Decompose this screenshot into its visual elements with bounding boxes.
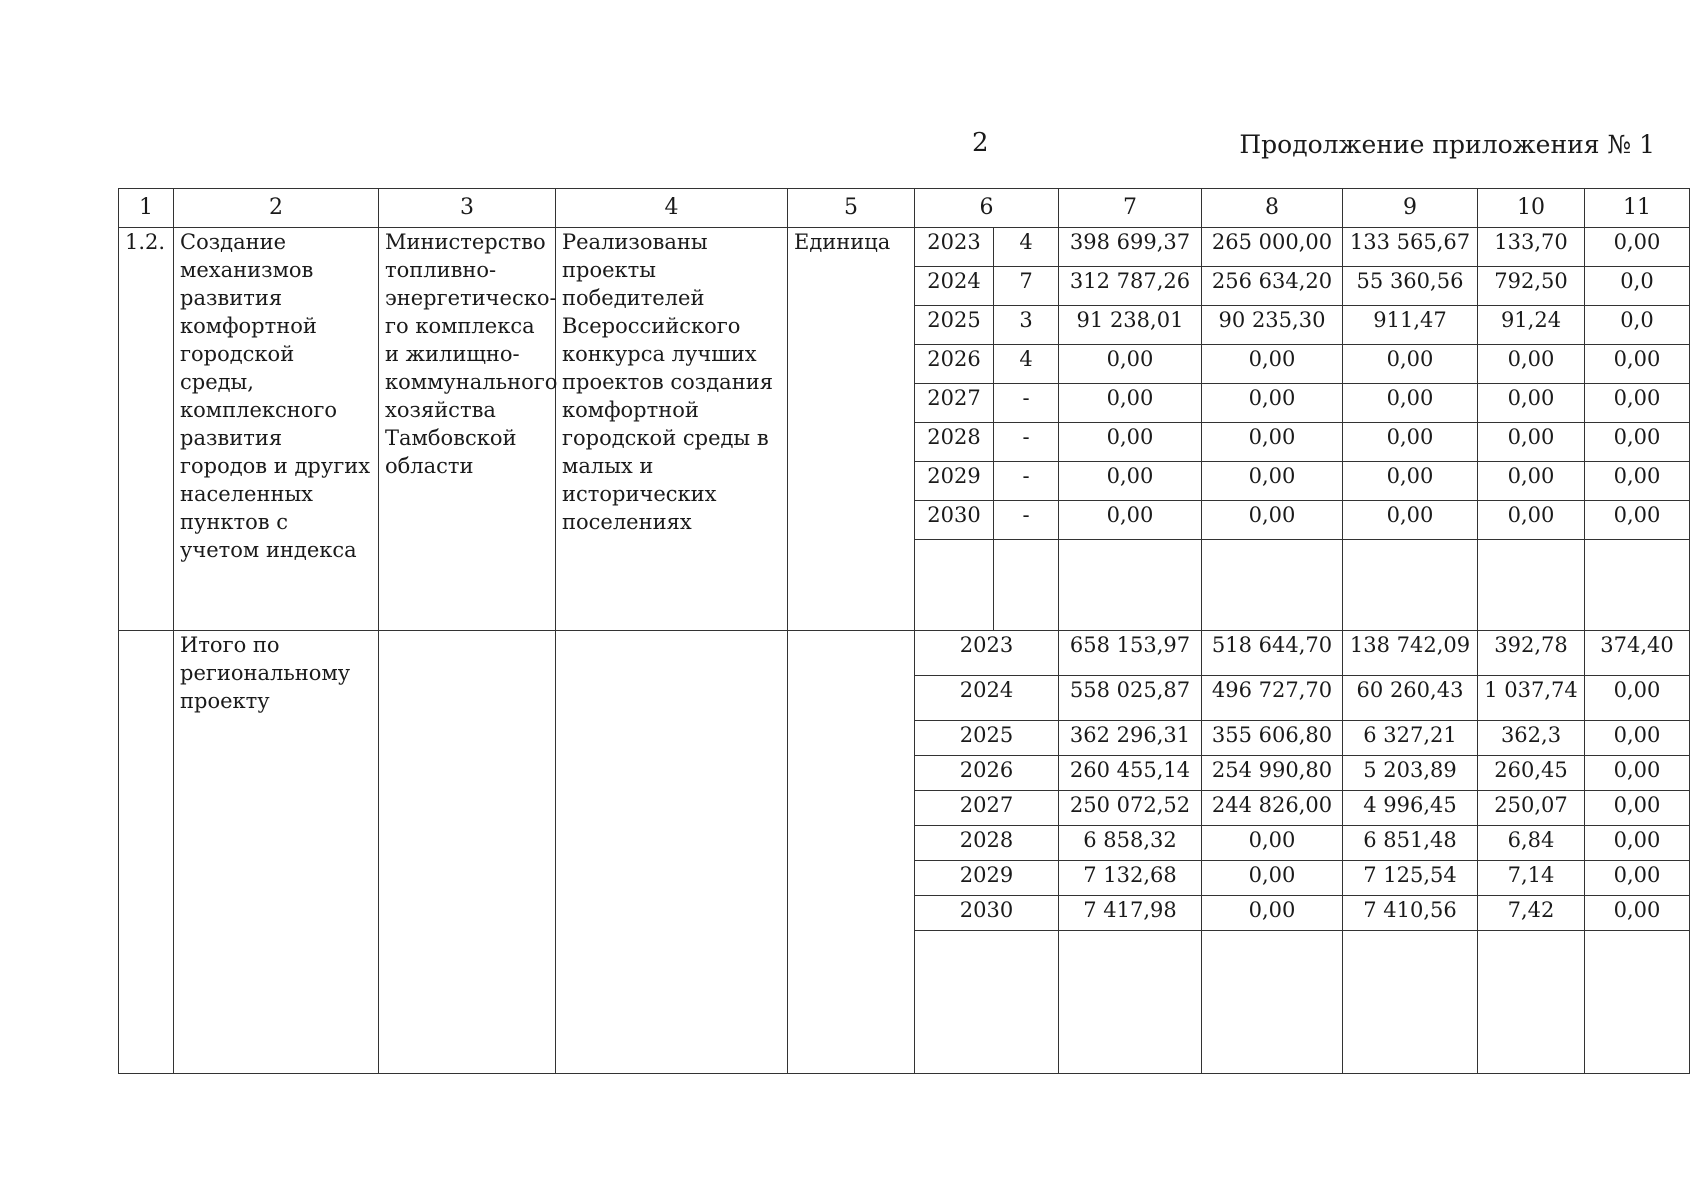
column-header: 11 (1585, 189, 1690, 228)
value-cell: 0,00 (1343, 462, 1478, 501)
value-cell: 362,3 (1478, 721, 1585, 756)
value-cell: 260,45 (1478, 756, 1585, 791)
total-row (119, 631, 1690, 676)
value-cell: 0,00 (1202, 501, 1343, 540)
count-cell: - (994, 462, 1059, 501)
value-cell: 0,0 (1585, 306, 1690, 345)
value-cell: 7,14 (1478, 861, 1585, 896)
column-header: 3 (379, 189, 556, 228)
value-cell: 0,00 (1585, 228, 1690, 267)
year-cell: 2024 (915, 676, 1059, 721)
column-header: 5 (788, 189, 915, 228)
value-cell: 7 125,54 (1343, 861, 1478, 896)
value-cell: 0,00 (1585, 423, 1690, 462)
value-cell: 256 634,20 (1202, 267, 1343, 306)
year-cell: 2030 (915, 501, 994, 540)
empty-cell (1343, 931, 1478, 1074)
value-cell: 55 360,56 (1343, 267, 1478, 306)
year-cell: 2027 (915, 384, 994, 423)
year-cell: 2024 (915, 267, 994, 306)
value-cell: 4 996,45 (1343, 791, 1478, 826)
value-cell: 0,00 (1343, 423, 1478, 462)
value-cell: 518 644,70 (1202, 631, 1343, 676)
value-cell: 374,40 (1585, 631, 1690, 676)
value-cell: 0,00 (1585, 345, 1690, 384)
count-cell: 4 (994, 345, 1059, 384)
column-header: 8 (1202, 189, 1343, 228)
empty-cell (1478, 931, 1585, 1074)
year-cell: 2026 (915, 345, 994, 384)
value-cell: 250,07 (1478, 791, 1585, 826)
value-cell: 0,00 (1585, 861, 1690, 896)
empty-cell (1478, 540, 1585, 631)
year-cell: 2029 (915, 462, 994, 501)
table-row (119, 228, 1690, 267)
value-cell: 7 132,68 (1059, 861, 1202, 896)
value-cell: 91 238,01 (1059, 306, 1202, 345)
value-cell: 0,00 (1202, 462, 1343, 501)
value-cell: 6 858,32 (1059, 826, 1202, 861)
year-cell: 2025 (915, 306, 994, 345)
value-cell: 60 260,43 (1343, 676, 1478, 721)
value-cell: 362 296,31 (1059, 721, 1202, 756)
item-unit: Единица (788, 228, 915, 631)
value-cell: 0,00 (1343, 345, 1478, 384)
empty-cell (915, 540, 994, 631)
value-cell: 0,00 (1585, 791, 1690, 826)
value-cell: 0,00 (1202, 826, 1343, 861)
value-cell: 244 826,00 (1202, 791, 1343, 826)
page-number: 2 (972, 128, 989, 158)
empty-cell (1202, 931, 1343, 1074)
appendix-continuation-note: Продолжение приложения № 1 (1239, 130, 1655, 159)
empty-cell (788, 631, 915, 1074)
value-cell: 0,00 (1478, 501, 1585, 540)
count-cell: 4 (994, 228, 1059, 267)
value-cell: 0,00 (1585, 826, 1690, 861)
value-cell: 0,00 (1202, 345, 1343, 384)
year-cell: 2028 (915, 423, 994, 462)
count-cell: - (994, 501, 1059, 540)
value-cell: 792,50 (1478, 267, 1585, 306)
item-result: Реализованы проекты победителей Всероссийского конкурса лучших проектов создания комфортной городской среды в малых и исторических поселениях (556, 228, 788, 631)
year-cell: 2026 (915, 756, 1059, 791)
empty-cell (556, 631, 788, 1074)
value-cell: 91,24 (1478, 306, 1585, 345)
value-cell: 558 025,87 (1059, 676, 1202, 721)
value-cell: 90 235,30 (1202, 306, 1343, 345)
column-header: 1 (119, 189, 174, 228)
value-cell: 0,00 (1585, 462, 1690, 501)
count-cell: 7 (994, 267, 1059, 306)
count-cell: - (994, 384, 1059, 423)
value-cell: 0,00 (1059, 423, 1202, 462)
year-cell: 2030 (915, 896, 1059, 931)
value-cell: 0,00 (1343, 384, 1478, 423)
empty-cell (1202, 540, 1343, 631)
value-cell: 0,00 (1059, 345, 1202, 384)
item-number: 1.2. (119, 228, 174, 631)
value-cell: 133,70 (1478, 228, 1585, 267)
item-responsible: Министерство топливно-энергетическо-го комплекса и жилищно-коммунального хозяйства Тамбовской области (379, 228, 556, 631)
value-cell: 254 990,80 (1202, 756, 1343, 791)
value-cell: 0,00 (1585, 896, 1690, 931)
column-header: 10 (1478, 189, 1585, 228)
value-cell: 7,42 (1478, 896, 1585, 931)
empty-cell (1059, 540, 1202, 631)
empty-cell (1585, 540, 1690, 631)
value-cell: 355 606,80 (1202, 721, 1343, 756)
empty-cell (1059, 931, 1202, 1074)
value-cell: 0,00 (1585, 501, 1690, 540)
value-cell: 312 787,26 (1059, 267, 1202, 306)
empty-cell (1585, 931, 1690, 1074)
column-header: 9 (1343, 189, 1478, 228)
count-cell: - (994, 423, 1059, 462)
total-label: Итого по региональному проекту (174, 631, 379, 1074)
value-cell: 658 153,97 (1059, 631, 1202, 676)
empty-cell (119, 631, 174, 1074)
value-cell: 6,84 (1478, 826, 1585, 861)
value-cell: 0,00 (1478, 462, 1585, 501)
year-cell: 2025 (915, 721, 1059, 756)
empty-cell (1343, 540, 1478, 631)
value-cell: 0,00 (1202, 423, 1343, 462)
value-cell: 0,00 (1585, 676, 1690, 721)
year-cell: 2027 (915, 791, 1059, 826)
value-cell: 392,78 (1478, 631, 1585, 676)
empty-cell (994, 540, 1059, 631)
column-header: 6 (915, 189, 1059, 228)
value-cell: 0,00 (1202, 384, 1343, 423)
value-cell: 0,00 (1059, 501, 1202, 540)
value-cell: 0,00 (1059, 384, 1202, 423)
value-cell: 0,00 (1585, 721, 1690, 756)
value-cell: 0,0 (1585, 267, 1690, 306)
year-cell: 2029 (915, 861, 1059, 896)
column-header: 4 (556, 189, 788, 228)
value-cell: 496 727,70 (1202, 676, 1343, 721)
value-cell: 0,00 (1478, 384, 1585, 423)
value-cell: 1 037,74 (1478, 676, 1585, 721)
value-cell: 133 565,67 (1343, 228, 1478, 267)
value-cell: 398 699,37 (1059, 228, 1202, 267)
value-cell: 7 410,56 (1343, 896, 1478, 931)
value-cell: 7 417,98 (1059, 896, 1202, 931)
column-number-row (119, 189, 1690, 228)
value-cell: 0,00 (1478, 423, 1585, 462)
column-header: 2 (174, 189, 379, 228)
value-cell: 0,00 (1478, 345, 1585, 384)
empty-cell (915, 931, 1059, 1074)
item-name: Создание механизмов развития комфортной городской среды, комплексного развития городов и других населенных пунктов с учетом индекса (174, 228, 379, 631)
count-cell: 3 (994, 306, 1059, 345)
value-cell: 250 072,52 (1059, 791, 1202, 826)
value-cell: 0,00 (1202, 861, 1343, 896)
value-cell: 6 851,48 (1343, 826, 1478, 861)
value-cell: 0,00 (1059, 462, 1202, 501)
budget-table (118, 188, 1690, 1074)
year-cell: 2028 (915, 826, 1059, 861)
value-cell: 0,00 (1585, 756, 1690, 791)
value-cell: 0,00 (1343, 501, 1478, 540)
column-header: 7 (1059, 189, 1202, 228)
empty-cell (379, 631, 556, 1074)
year-cell: 2023 (915, 631, 1059, 676)
value-cell: 5 203,89 (1343, 756, 1478, 791)
value-cell: 0,00 (1202, 896, 1343, 931)
value-cell: 911,47 (1343, 306, 1478, 345)
year-cell: 2023 (915, 228, 994, 267)
value-cell: 260 455,14 (1059, 756, 1202, 791)
value-cell: 138 742,09 (1343, 631, 1478, 676)
value-cell: 265 000,00 (1202, 228, 1343, 267)
value-cell: 0,00 (1585, 384, 1690, 423)
value-cell: 6 327,21 (1343, 721, 1478, 756)
